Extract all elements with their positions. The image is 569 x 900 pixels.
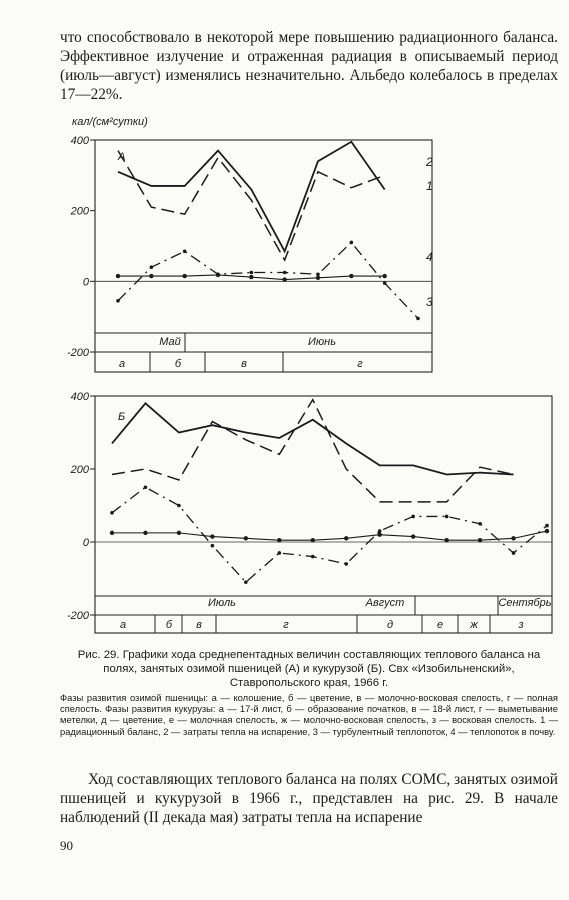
month-label: Июнь xyxy=(308,336,336,348)
series-label: 2 xyxy=(426,155,433,169)
series-3-point xyxy=(378,529,382,533)
month-label: Июль xyxy=(208,597,236,609)
figure-caption: Рис. 29. Графики хода среднепентадных величин составляющих теплового баланса на полях, занятых озимой пшеницей (А) и кукурузой (Б). Свх «Изобильненский», Ставропольского края, 1966 г. xyxy=(77,649,541,689)
phase-label: д xyxy=(386,619,394,631)
series-4-point xyxy=(182,274,186,278)
body-paragraph-bottom: Ход составляющих теплового баланса на полях СОМС, занятых озимой пшеницей и кукурузой в 1966 г., представлен на рис. 29. В начале наблюдений (II декада мая) затраты тепла на испарение xyxy=(60,771,558,826)
series-4-point xyxy=(411,534,415,538)
series-4-point xyxy=(110,531,114,535)
series-4-point xyxy=(344,536,348,540)
phase-label: б xyxy=(174,358,182,370)
series-3-point xyxy=(545,524,549,528)
series-3-point xyxy=(183,250,187,254)
page-number: 90 xyxy=(60,838,73,853)
series-4-point xyxy=(545,529,549,533)
series-3-point xyxy=(411,515,415,519)
series-4-point xyxy=(311,538,315,542)
phase-label: з xyxy=(518,619,524,631)
phase-label: в xyxy=(241,358,247,370)
series-4-point xyxy=(377,533,381,537)
y-tick-label: -200 xyxy=(66,347,89,359)
series-3-line xyxy=(118,242,418,318)
series-4-point xyxy=(177,531,181,535)
series-4-point xyxy=(149,274,153,278)
y-axis-label: кал/(см²сутки) xyxy=(72,116,148,128)
series-3-point xyxy=(283,271,287,275)
series-3-point xyxy=(244,580,248,584)
series-label: 3 xyxy=(426,295,433,309)
series-3-point xyxy=(110,511,114,515)
month-label: Август xyxy=(365,597,405,609)
phase-label: г xyxy=(357,358,363,370)
series-label: 1 xyxy=(426,179,433,193)
series-2-line xyxy=(112,403,514,474)
month-label: Май xyxy=(159,336,181,348)
series-3-point xyxy=(211,544,215,548)
series-4-point xyxy=(210,534,214,538)
series-4-point xyxy=(349,274,353,278)
series-1-line xyxy=(112,400,514,502)
y-tick-label: 200 xyxy=(70,205,89,218)
series-label: 4 xyxy=(426,250,433,264)
y-tick-label: 200 xyxy=(70,464,89,476)
series-4-point xyxy=(382,274,386,278)
series-4-point xyxy=(511,536,515,540)
series-4-point xyxy=(316,276,320,280)
y-tick-label: 400 xyxy=(70,391,89,403)
phase-label: е xyxy=(436,619,444,631)
panel-label: Б xyxy=(118,411,126,423)
series-3-point xyxy=(278,551,282,555)
series-4-point xyxy=(478,538,482,542)
series-4-point xyxy=(143,531,147,535)
series-4-point xyxy=(282,277,286,281)
series-3-point xyxy=(311,555,315,559)
month-label: Сентябрь xyxy=(498,597,552,609)
series-3-point xyxy=(344,562,348,566)
series-4-point xyxy=(216,273,220,277)
panel-label: А xyxy=(118,151,126,163)
series-3-point xyxy=(416,317,420,321)
phase-label: г xyxy=(283,619,289,631)
phase-label: в xyxy=(196,619,202,631)
series-4-point xyxy=(116,274,120,278)
series-4-point xyxy=(277,538,281,542)
y-tick-label: 0 xyxy=(82,537,89,549)
series-3-point xyxy=(316,272,320,276)
series-4-point xyxy=(249,275,253,279)
series-3-point xyxy=(144,485,148,489)
phase-label: а xyxy=(118,358,126,370)
y-tick-label: 400 xyxy=(70,135,89,147)
series-3-point xyxy=(445,515,449,519)
figure-legend-notes: Фазы развития озимой пшеницы: а — колошение, б — цветение, в — молочно-восковая спелость, г — полная спелость. Фазы развития кукурузы: а — 17-й лист, б — образование початков, в — 18-й лист, г — выметывание метелки, д — цветение, е — молочная спелость, ж — молочно-восковая спелость, з — восковая спелость. 1 — радиационный баланс, 2 — затраты тепла на испарение, 3 — турбулентный теплопоток, 4 — теплопоток в почву. xyxy=(60,692,558,737)
series-3-point xyxy=(116,299,120,303)
y-tick-label: 0 xyxy=(82,276,89,289)
series-3-point xyxy=(478,522,482,526)
series-3-line xyxy=(112,487,547,582)
series-4-point xyxy=(244,536,248,540)
series-3-point xyxy=(350,241,354,245)
series-3-point xyxy=(150,265,154,269)
series-3-point xyxy=(383,281,387,285)
phase-label: б xyxy=(165,619,173,631)
series-3-point xyxy=(250,271,254,275)
series-4-point xyxy=(444,538,448,542)
series-3-point xyxy=(512,551,516,555)
phase-label: ж xyxy=(470,619,478,631)
series-1-line xyxy=(118,151,385,261)
chart-frame xyxy=(95,140,432,372)
chart-frame xyxy=(95,396,552,633)
series-3-point xyxy=(177,504,181,508)
y-tick-label: -200 xyxy=(66,610,89,622)
phase-label: а xyxy=(119,619,127,631)
series-2-line xyxy=(118,142,385,252)
body-paragraph-top: что способствовало в некоторой мере повышению радиационного баланса. Эффективное излучение и отраженная радиация в описываемый период (июль—август) изменялись незначительно. Альбедо колебалось в пределах 17—22%. xyxy=(60,29,558,103)
